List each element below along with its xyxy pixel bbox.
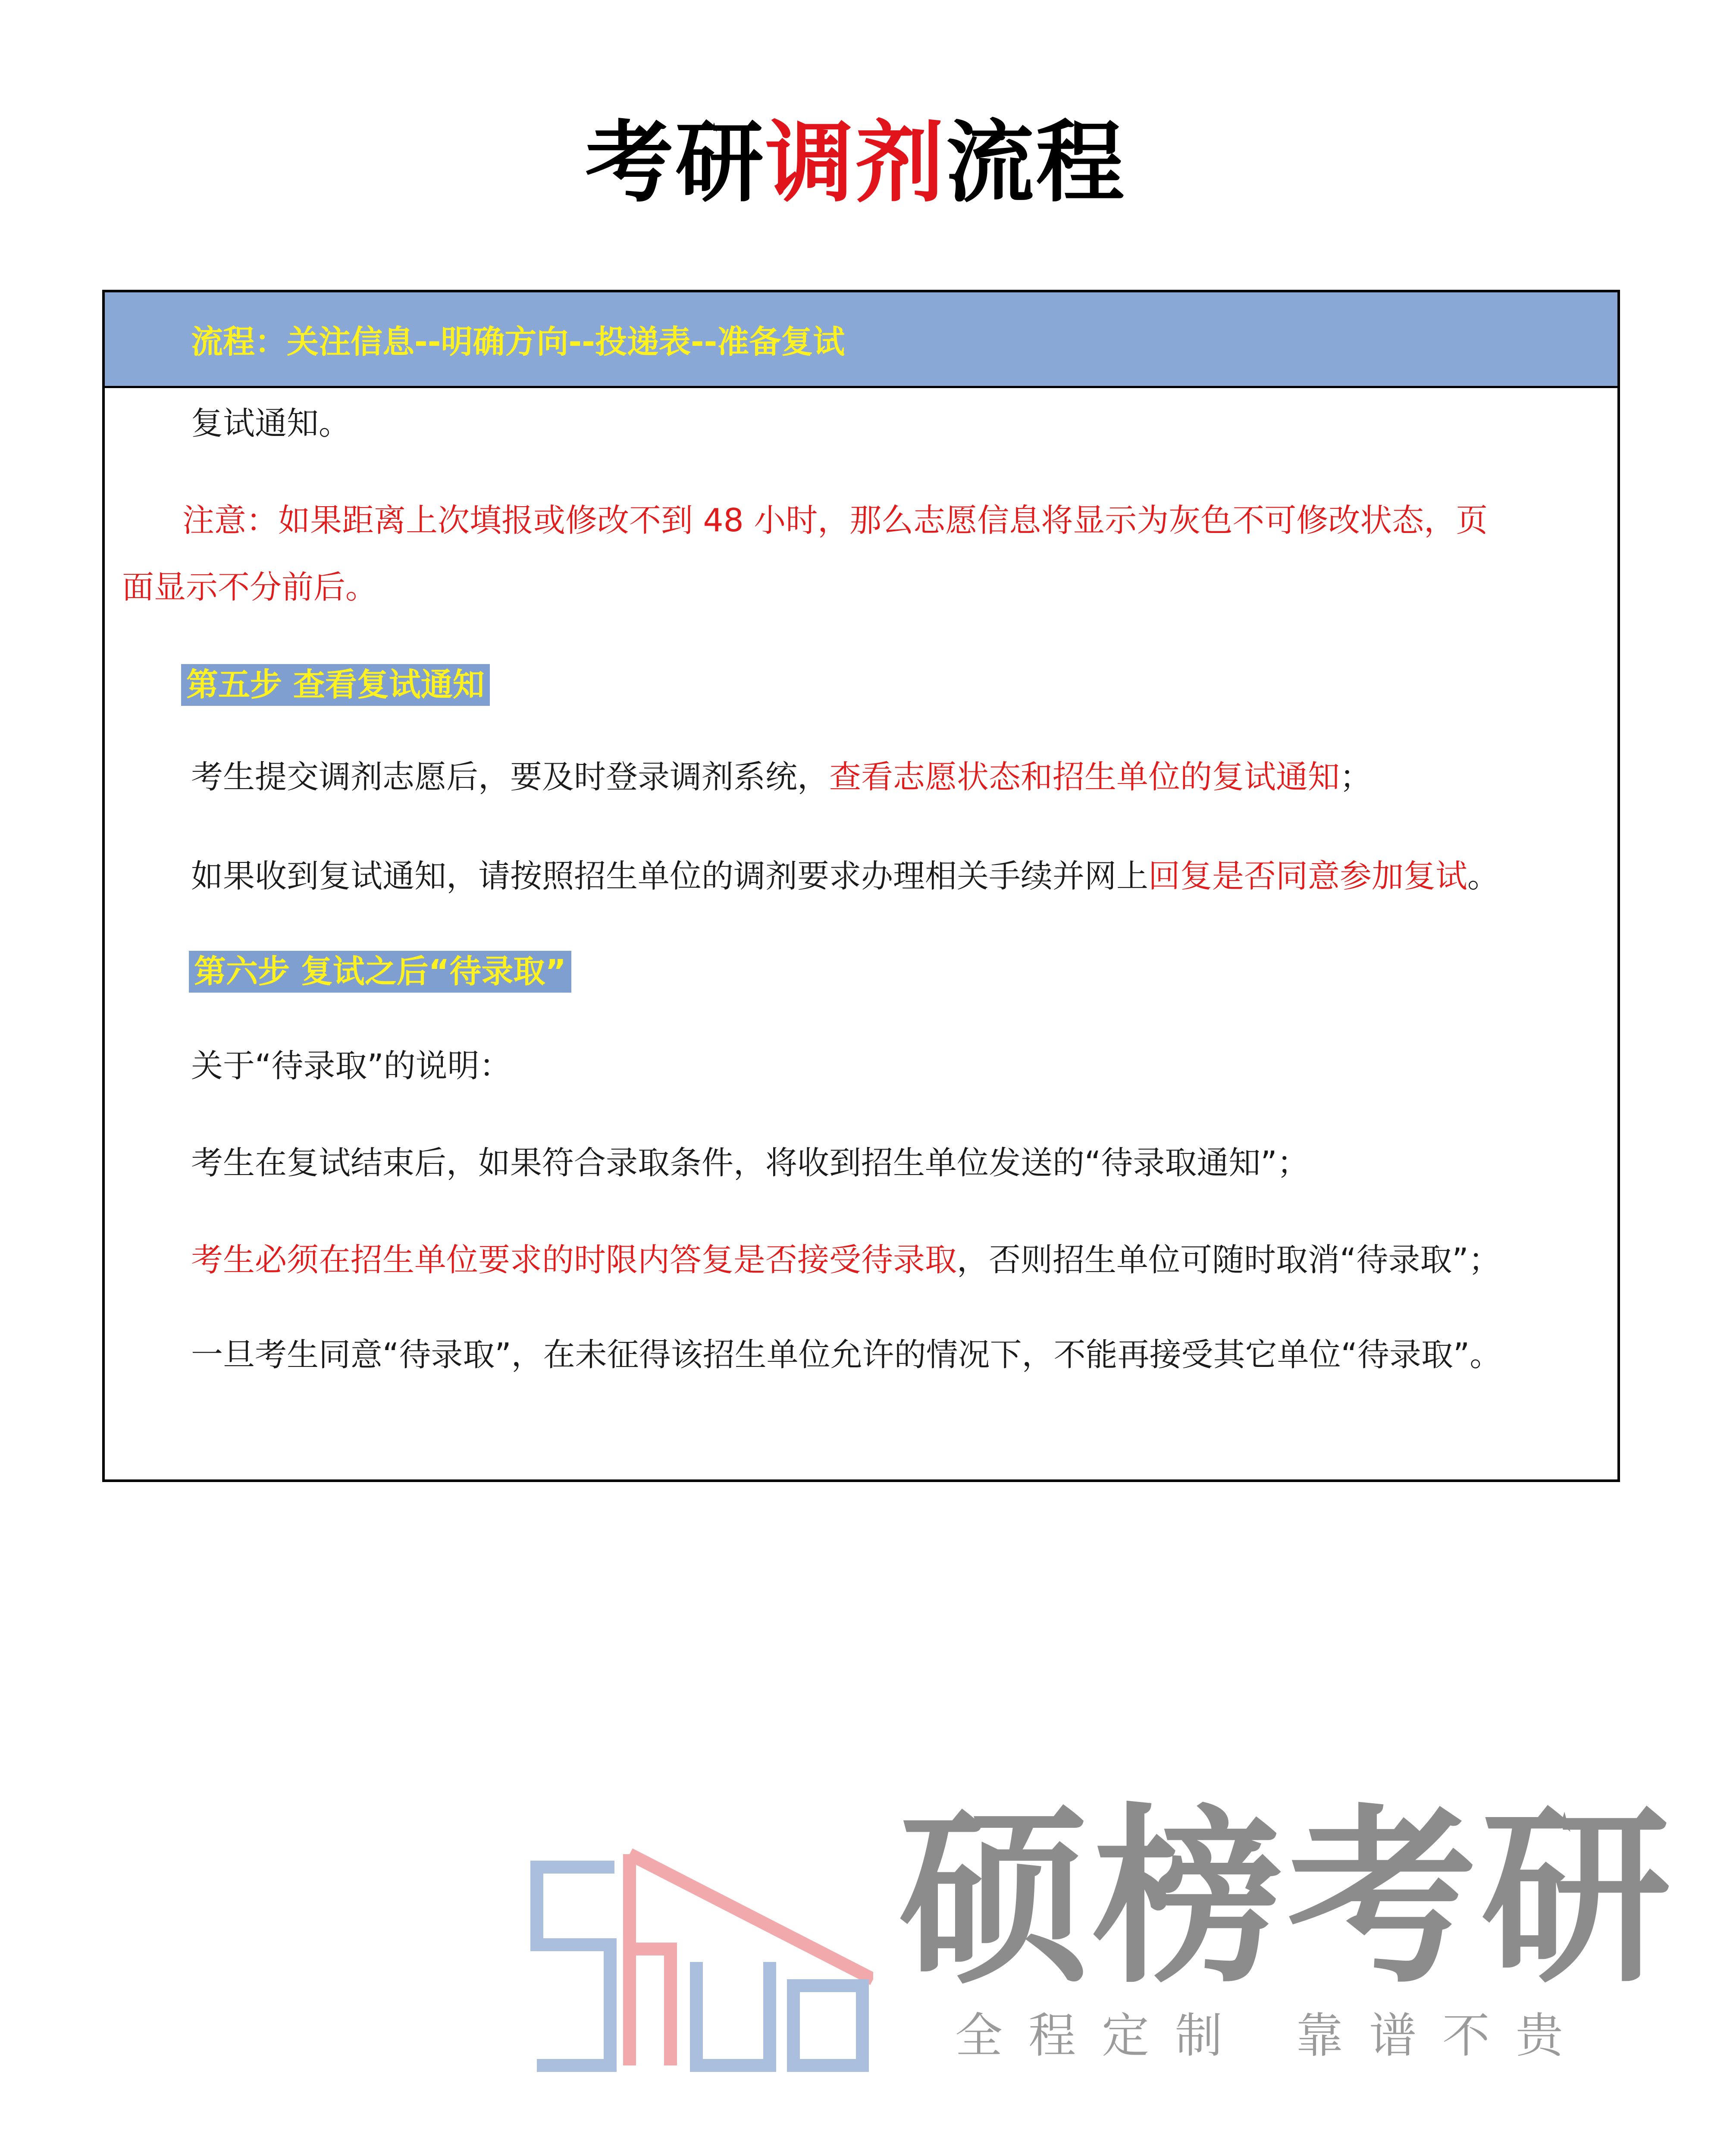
step5-paragraph-1 — [191, 758, 1372, 796]
slogan-left: 全程定制 — [955, 2008, 1248, 2063]
shuo-logo-mark-icon — [528, 1841, 873, 2100]
paragraph-retest-notice: 复试通知。 — [191, 405, 351, 442]
step6-paragraph-4: 一旦考生同意“待录取”，在未征得该招生单位允许的情况下，不能再接受其它单位“待录取”。 — [191, 1336, 1502, 1373]
content-box — [102, 290, 1620, 1482]
step5-paragraph-2 — [191, 857, 1499, 896]
step5-p2-emphasis: 回复是否同意参加复试 — [1148, 858, 1467, 895]
step6-paragraph-3 — [191, 1241, 1501, 1279]
step5-p1-emphasis: 查看志愿状态和招生单位的复试通知 — [829, 758, 1340, 796]
flow-header — [105, 292, 1617, 388]
title-prefix: 考研 — [585, 112, 765, 214]
title-suffix: 流程 — [946, 112, 1126, 214]
step6-paragraph-1: 关于“待录取”的说明： — [191, 1047, 511, 1084]
step5-p1-text: 考生提交调剂志愿后，要及时登录调剂系统， — [191, 758, 829, 796]
slogan-right: 靠谱不贵 — [1296, 2008, 1589, 2063]
page-title — [0, 110, 1711, 216]
step6-heading: 第六步 复试之后“待录取” — [189, 951, 571, 993]
step5-p2-text: 如果收到复试通知，请按照招生单位的调剂要求办理相关手续并网上 — [191, 858, 1148, 895]
step6-p3-emphasis: 考生必须在招生单位要求的时限内答复是否接受待录取 — [191, 1241, 957, 1279]
step6-p3-text: ，否则招生单位可随时取消“待录取”； — [957, 1241, 1501, 1279]
notice-line-2: 面显示不分前后。 — [122, 569, 377, 606]
flow-header-text: 流程：关注信息--明确方向--投递表--准备复试 — [191, 323, 845, 360]
notice-line-1: 注意：如果距离上次填报或修改不到 48 小时，那么志愿信息将显示为灰色不可修改状态，页 — [182, 502, 1488, 539]
brand-logo — [528, 1786, 1675, 2083]
step6-paragraph-2: 考生在复试结束后，如果符合录取条件，将收到招生单位发送的“待录取通知”； — [191, 1144, 1309, 1181]
step5-p2-end: 。 — [1467, 858, 1499, 895]
brand-slogan — [955, 2007, 1589, 2064]
step5-p1-end: ； — [1340, 758, 1372, 796]
brand-name: 硕榜考研 — [899, 1786, 1675, 2009]
step5-heading: 第五步 查看复试通知 — [181, 664, 490, 706]
title-highlight: 调剂 — [765, 112, 946, 214]
